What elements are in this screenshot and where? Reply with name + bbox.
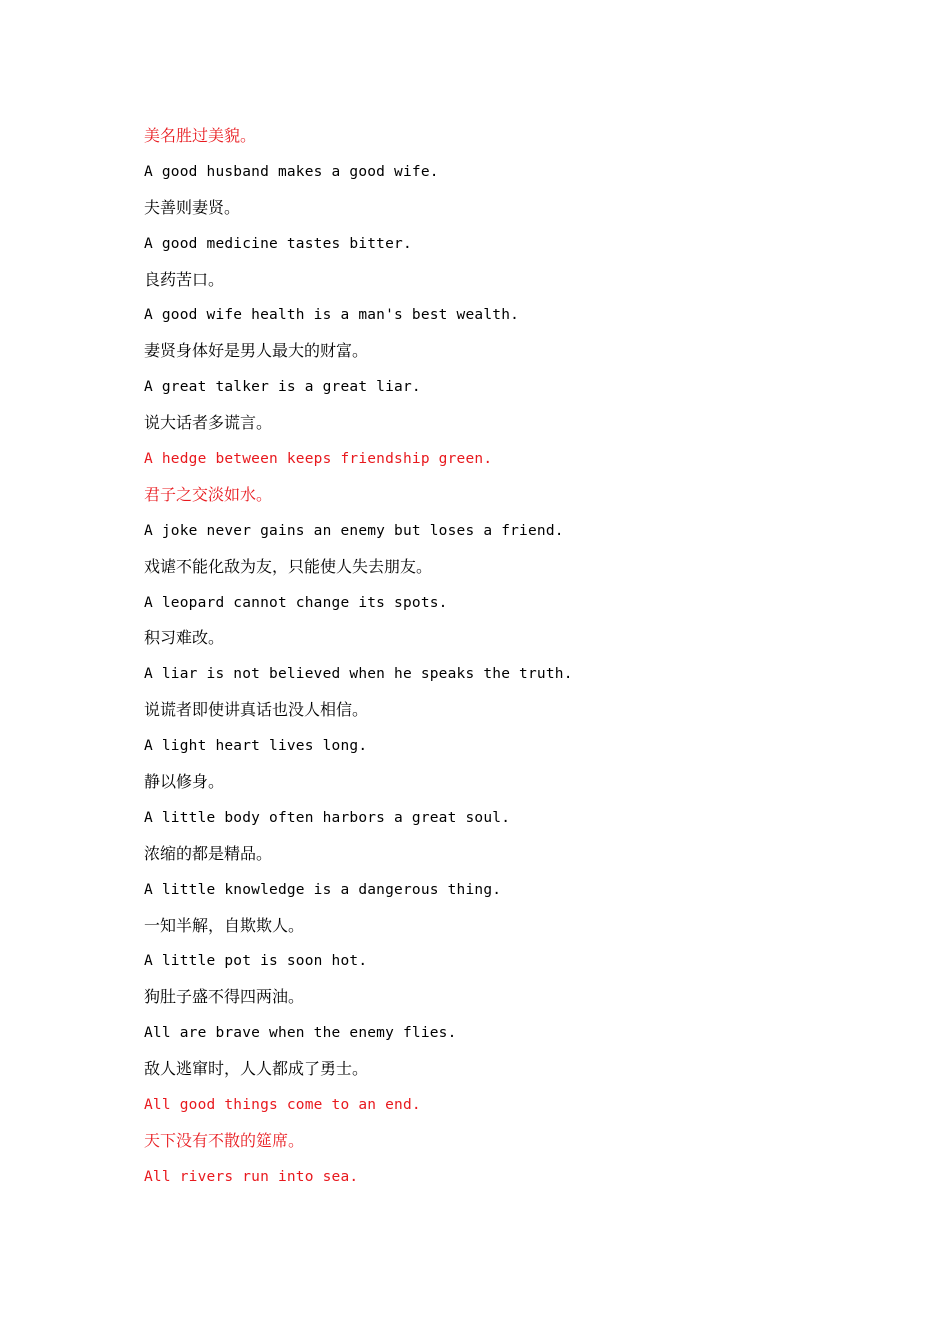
proverb-line: A great talker is a great liar. [144,379,421,396]
proverb-line: 敌人逃窜时，人人都成了勇士。 [144,1059,369,1079]
proverb-line: All are brave when the enemy flies. [144,1025,457,1042]
proverb-line: 美名胜过美貌。 [144,126,257,145]
proverb-line: 妻贤身体好是男人最大的财富。 [144,341,369,361]
proverb-line: 说谎者即使讲真话也没人相信。 [144,700,369,720]
proverb-line: 君子之交淡如水。 [144,484,273,504]
proverb-line: A leopard cannot change its spots. [144,594,448,611]
proverb-line: 良药苦口。 [144,269,225,289]
proverb-line: A good wife health is a man's best wealth. [144,307,520,324]
proverb-list [144,122,864,1199]
proverb-line: 天下没有不散的筵席。 [144,1130,305,1150]
proverb-line: A light heart lives long. [144,738,368,755]
proverb-line: 浓缩的都是精品。 [144,843,273,863]
proverb-line: A good husband makes a good wife. [144,163,439,180]
proverb-line: All good things come to an end. [144,1097,421,1114]
proverb-line: 静以修身。 [144,772,225,792]
proverb-line: 说大话者多谎言。 [144,413,273,433]
proverb-line: A little pot is soon hot. [144,953,368,970]
proverb-line: A joke never gains an enemy but loses a friend. [144,522,564,539]
proverb-line: 戏谑不能化敌为友，只能使人失去朋友。 [144,556,433,576]
proverb-line: 夫善则妻贤。 [144,197,241,217]
proverb-line: 狗肚子盛不得四两油。 [144,987,305,1007]
proverb-line: All rivers run into sea. [144,1168,359,1185]
proverb-line: A little body often harbors a great soul. [144,809,511,826]
proverb-line: A good medicine tastes bitter. [144,235,412,252]
proverb-line: 积习难改。 [144,628,225,648]
proverb-line: A little knowledge is a dangerous thing. [144,881,502,898]
proverb-line: A liar is not believed when he speaks the truth. [144,666,573,683]
proverb-line: 一知半解，自欺欺人。 [144,915,305,935]
proverb-line: A hedge between keeps friendship green. [144,451,493,468]
